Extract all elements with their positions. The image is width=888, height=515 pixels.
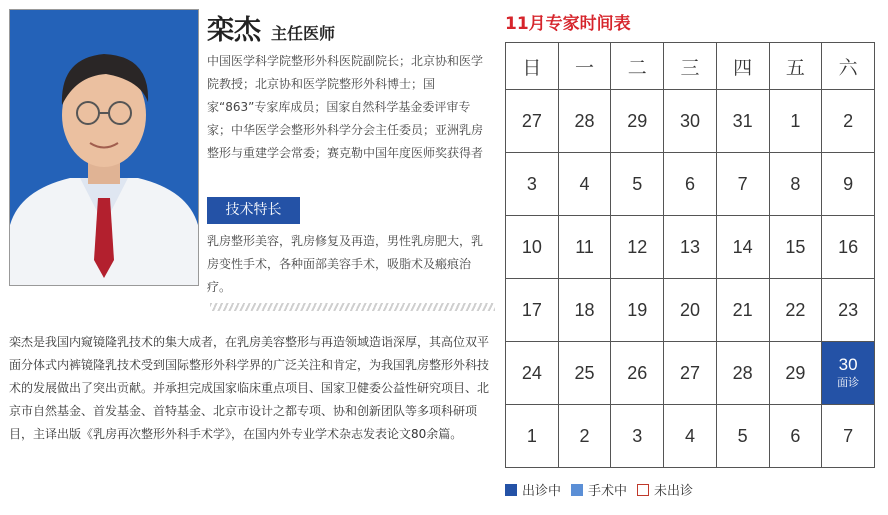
calendar-day[interactable]: 19	[611, 279, 664, 342]
weekday-thu: 四	[716, 43, 769, 90]
calendar-day[interactable]: 12	[611, 216, 664, 279]
calendar-day[interactable]: 8	[769, 153, 822, 216]
calendar-day[interactable]: 18	[558, 279, 611, 342]
doctor-photo	[9, 9, 199, 286]
weekday-fri: 五	[769, 43, 822, 90]
calendar-day[interactable]: 5	[716, 405, 769, 468]
legend-label: 出诊中	[522, 484, 562, 499]
calendar-day[interactable]: 23	[822, 279, 875, 342]
calendar-day[interactable]: 4	[558, 153, 611, 216]
calendar-week-row	[506, 405, 875, 468]
legend-label: 未出诊	[654, 484, 694, 499]
clinic-status-label: 面诊	[837, 377, 860, 389]
calendar-day[interactable]: 15	[769, 216, 822, 279]
doctor-name: 栾杰	[207, 15, 261, 46]
calendar-day[interactable]: 6	[769, 405, 822, 468]
calendar-day[interactable]: 26	[611, 342, 664, 405]
legend-item-off	[637, 480, 693, 499]
calendar-day[interactable]: 7	[716, 153, 769, 216]
calendar-week-row	[506, 153, 875, 216]
legend-item-in-clinic	[505, 480, 561, 499]
calendar-day[interactable]: 24	[506, 342, 559, 405]
in-clinic-swatch-icon	[505, 484, 517, 496]
expertise-tag: 技术特长	[207, 197, 300, 224]
calendar-day[interactable]: 30	[664, 90, 717, 153]
calendar-week-row	[506, 90, 875, 153]
calendar-legend	[505, 480, 703, 499]
weekday-sun: 日	[506, 43, 559, 90]
calendar-title: 11月专家时间表	[505, 14, 631, 34]
doctor-credentials: 中国医学科学院整形外科医院副院长；北京协和医学院教授；北京协和医学院整形外科博士；国家“863”专家库成员；国家自然科学基金委评审专家；中华医学会整形外科学分会主任委员；亚洲乳房整形与重建学会常委；赛克勒中国年度医师奖获得者	[207, 54, 484, 160]
calendar-day[interactable]: 16	[822, 216, 875, 279]
weekday-sat: 六	[822, 43, 875, 90]
calendar-day[interactable]: 10	[506, 216, 559, 279]
calendar-week-row	[506, 216, 875, 279]
legend-item-surgery	[571, 480, 627, 499]
calendar-day[interactable]: 3	[506, 153, 559, 216]
calendar-day[interactable]: 29	[611, 90, 664, 153]
weekday-wed: 三	[664, 43, 717, 90]
doctor-biography: 栾杰是我国内窥镜隆乳技术的集大成者，在乳房美容整形与再造领域造诣深厚，其高位双平面分体式内裤镜隆乳技术受到国际整形外科学界的广泛关注和肯定，为我国乳房整形外科技术的发展做出了突出贡献。并承担完成国家临床重点项目、国家卫健委公益性研究项目、北京市自然基金、首发基金、首特基金、北京市设计之都专项、协和创新团队等多项科研项目，主译出版《乳房再次整形外科手术学》，在国内外专业学术杂志发表论文80余篇。	[9, 335, 490, 441]
calendar-week-row	[506, 279, 875, 342]
calendar-day[interactable]: 5	[611, 153, 664, 216]
calendar-day[interactable]: 2	[822, 90, 875, 153]
weekday-header-row	[506, 43, 875, 90]
surgery-swatch-icon	[571, 484, 583, 496]
divider	[210, 303, 495, 311]
weekday-mon: 一	[558, 43, 611, 90]
off-swatch-icon	[637, 484, 649, 496]
calendar-day[interactable]: 3	[611, 405, 664, 468]
calendar-day[interactable]: 2	[558, 405, 611, 468]
calendar-day[interactable]: 6	[664, 153, 717, 216]
calendar-day[interactable]: 20	[664, 279, 717, 342]
calendar-day[interactable]: 27	[506, 90, 559, 153]
calendar-day[interactable]: 4	[664, 405, 717, 468]
calendar-week-row	[506, 342, 875, 405]
calendar-day[interactable]: 28	[558, 90, 611, 153]
calendar-day[interactable]: 28	[716, 342, 769, 405]
calendar-day[interactable]: 1	[769, 90, 822, 153]
doctor-portrait-image	[10, 10, 198, 285]
calendar-day[interactable]: 7	[822, 405, 875, 468]
calendar-day[interactable]: 29	[769, 342, 822, 405]
calendar-day[interactable]: 31	[716, 90, 769, 153]
calendar-day[interactable]: 22	[769, 279, 822, 342]
doctor-header	[207, 8, 335, 44]
legend-label: 手术中	[588, 484, 628, 499]
schedule-calendar	[505, 42, 875, 468]
calendar-day[interactable]: 11	[558, 216, 611, 279]
calendar-day[interactable]: 17	[506, 279, 559, 342]
calendar-day[interactable]: 27	[664, 342, 717, 405]
calendar-day-number: 30	[838, 355, 858, 374]
calendar-day[interactable]: 13	[664, 216, 717, 279]
calendar-day[interactable]: 1	[506, 405, 559, 468]
doctor-title: 主任医师	[271, 24, 336, 43]
calendar-day[interactable]: 9	[822, 153, 875, 216]
calendar-day-clinic[interactable]	[822, 342, 875, 405]
expertise-text: 乳房整形美容，乳房修复及再造，男性乳房肥大，乳房变性手术，各种面部美容手术，吸脂术及瘢痕治疗。	[207, 234, 484, 294]
weekday-tue: 二	[611, 43, 664, 90]
calendar-day[interactable]: 21	[716, 279, 769, 342]
calendar-day[interactable]: 14	[716, 216, 769, 279]
calendar-day[interactable]: 25	[558, 342, 611, 405]
